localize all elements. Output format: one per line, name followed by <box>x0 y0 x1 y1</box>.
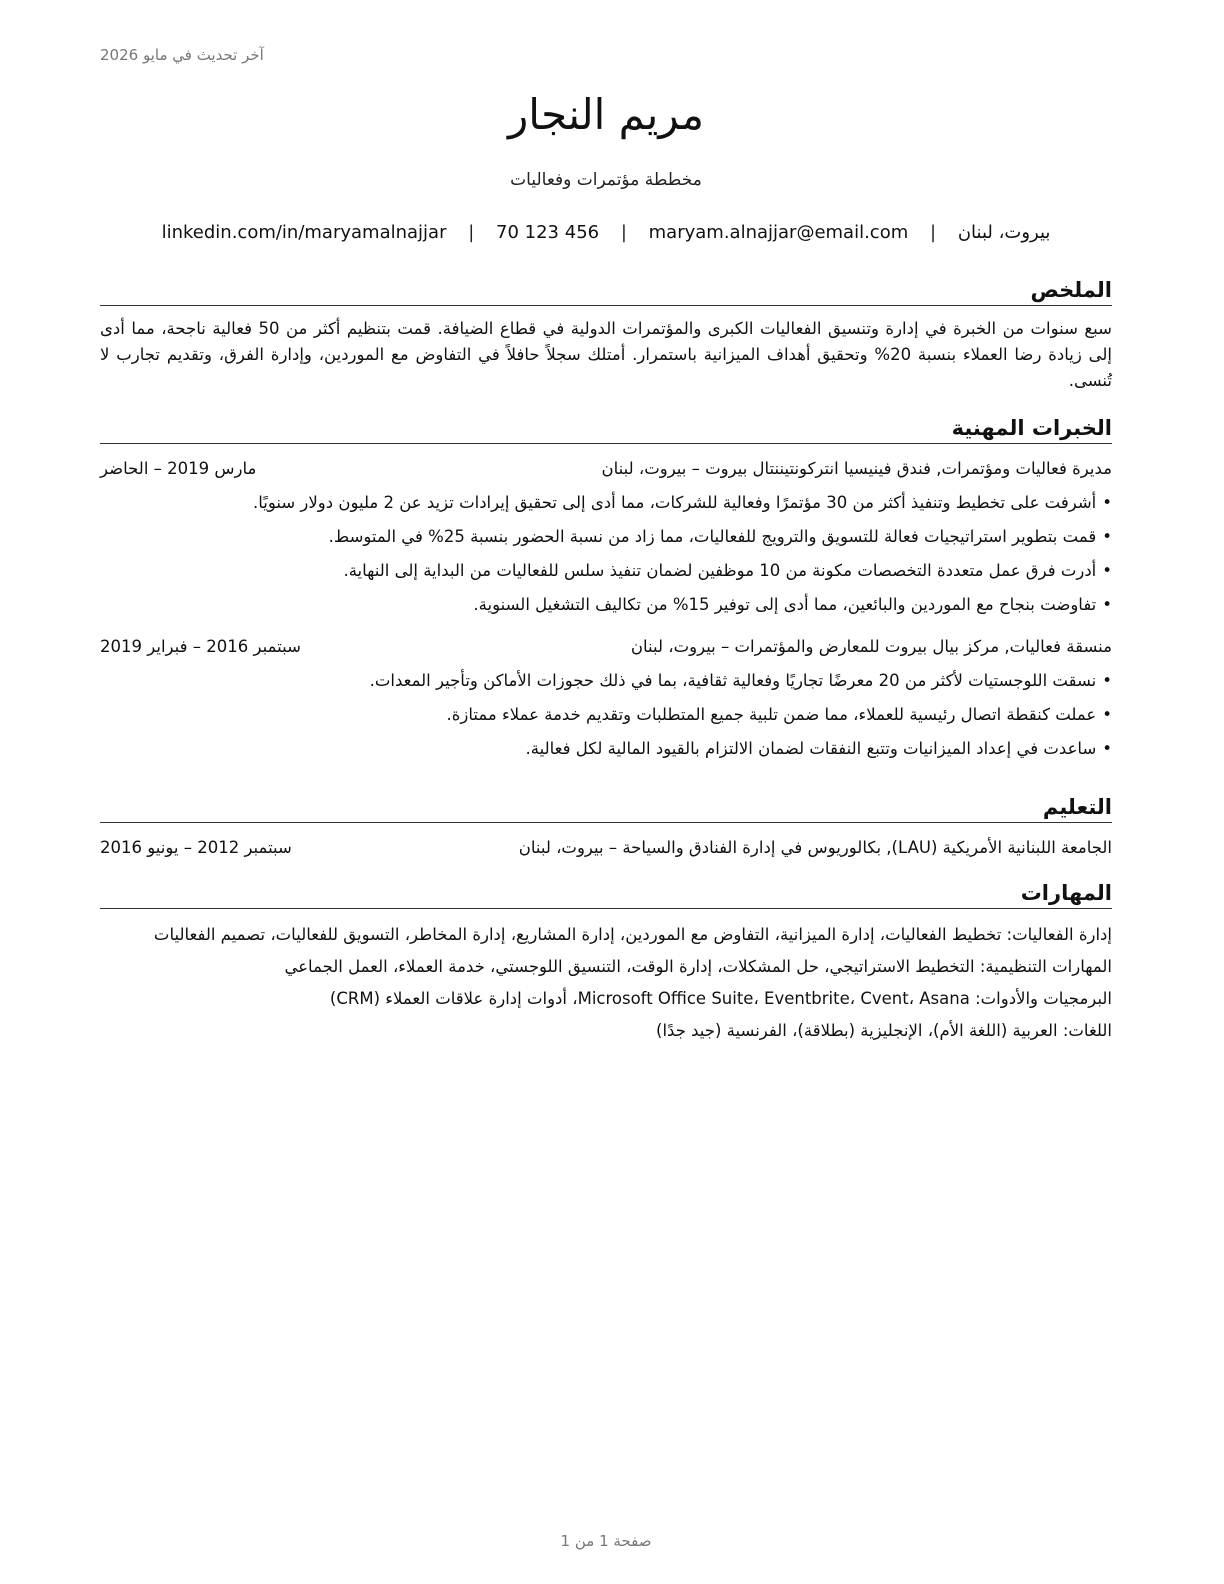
education-dates: سبتمبر 2012 – يونيو 2016 <box>100 838 292 857</box>
contact-line <box>100 222 1112 243</box>
skills-section <box>100 879 1112 1043</box>
job-bullet: • تفاوضت بنجاح مع الموردين والبائعين، مما أدى إلى توفير 15% من تكاليف التشغيل السنوية. <box>100 592 1112 618</box>
job-bullet: • ساعدت في إعداد الميزانيات وتتبع النفقات لضمان الالتزام بالقيود المالية لكل فعالية. <box>100 736 1112 762</box>
job-bullet: • أدرت فرق عمل متعددة التخصصات مكونة من 10 موظفين لضمان تنفيذ سلس للفعاليات من البداية إلى النهاية. <box>100 558 1112 584</box>
job-entry <box>100 456 1112 618</box>
summary-text: سبع سنوات من الخبرة في إدارة وتنسيق الفعاليات الكبرى والمؤتمرات الدولية في قطاع الضيافة. قمت بتنظيم أكثر من 50 فعالية ناجحة، مما أدى إلى زيادة رضا العملاء بنسبة 20% وتحقيق أهداف الميزانية باستمرار. أمتلك سجلاً حافلاً في التفاوض مع الموردين، وإدارة الفرق، وتقديم تجارب لا تُنسى. <box>100 319 1112 390</box>
skills-heading: المهارات <box>100 879 1112 909</box>
experience-heading: الخبرات المهنية <box>100 414 1112 444</box>
job-bullet: • قمت بتطوير استراتيجيات فعالة للتسويق والترويج للفعاليات، مما زاد من نسبة الحضور بنسبة 25% في المتوسط. <box>100 524 1112 550</box>
contact-email[interactable]: maryam.alnajjar@email.com <box>648 222 909 243</box>
last-updated-note: آخر تحديث في مايو 2026 <box>100 46 264 64</box>
skill-line: اللغات: العربية (اللغة الأم)، الإنجليزية (بطلاقة)، الفرنسية (جيد جدًا) <box>656 1021 1112 1040</box>
job-header <box>100 634 1112 660</box>
job-bullet: • أشرفت على تخطيط وتنفيذ أكثر من 30 مؤتمرًا وفعالية للشركات، مما أدى إلى تحقيق إيرادات تزيد عن 2 مليون دولار سنويًا. <box>100 490 1112 516</box>
skill-line: إدارة الفعاليات: تخطيط الفعاليات، إدارة الميزانية، التفاوض مع الموردين، إدارة المشاريع، إدارة المخاطر، التسويق للفعاليات، تصميم الفعاليات <box>153 925 1112 944</box>
job-role-org: منسقة فعاليات, مركز بيال بيروت للمعارض والمؤتمرات – بيروت، لبنان <box>630 637 1112 656</box>
job-bullets <box>100 668 1112 762</box>
education-section <box>100 793 1112 861</box>
contact-phone[interactable]: 70 123 456 <box>496 222 600 243</box>
education-heading: التعليم <box>100 793 1112 823</box>
skill-line: المهارات التنظيمية: التخطيط الاستراتيجي، حل المشكلات، إدارة الوقت، التنسيق اللوجستي، خدمة العملاء، العمل الجماعي <box>284 957 1112 976</box>
resume-page <box>100 0 1112 1584</box>
contact-separator: | <box>930 222 937 243</box>
candidate-title: مخططة مؤتمرات وفعاليات <box>510 170 702 190</box>
page-footer: صفحة 1 من 1 <box>560 1532 652 1550</box>
job-dates: سبتمبر 2016 – فبراير 2019 <box>100 637 301 656</box>
contact-location: بيروت، لبنان <box>957 222 1051 243</box>
contact-separator: | <box>620 222 627 243</box>
job-bullets <box>100 490 1112 618</box>
job-dates: مارس 2019 – الحاضر <box>100 459 257 478</box>
education-school-degree: الجامعة اللبنانية الأمريكية (LAU), بكالوريوس في إدارة الفنادق والسياحة – بيروت، لبنان <box>518 838 1112 857</box>
education-entry <box>100 835 1112 861</box>
candidate-name: مريم النجار <box>508 90 704 139</box>
job-entry <box>100 634 1112 762</box>
job-header <box>100 456 1112 482</box>
skill-line: البرمجيات والأدوات: Microsoft Office Suite، Eventbrite، Cvent، Asana، أدوات إدارة علاقات العملاء (CRM) <box>329 989 1112 1008</box>
experience-section <box>100 414 1112 762</box>
contact-separator: | <box>468 222 475 243</box>
job-role-org: مديرة فعاليات ومؤتمرات, فندق فينيسيا انتركونتيننتال بيروت – بيروت، لبنان <box>601 459 1112 478</box>
job-bullet: • نسقت اللوجستيات لأكثر من 20 معرضًا تجاريًا وفعالية ثقافية، بما في ذلك حجوزات الأماكن وتأجير المعدات. <box>100 668 1112 694</box>
summary-section <box>100 276 1112 394</box>
summary-heading: الملخص <box>100 276 1112 306</box>
job-bullet: • عملت كنقطة اتصال رئيسية للعملاء، مما ضمن تلبية جميع المتطلبات وتقديم خدمة عملاء ممتازة. <box>100 702 1112 728</box>
contact-linkedin[interactable]: linkedin.com/in/maryamalnajjar <box>161 222 447 243</box>
